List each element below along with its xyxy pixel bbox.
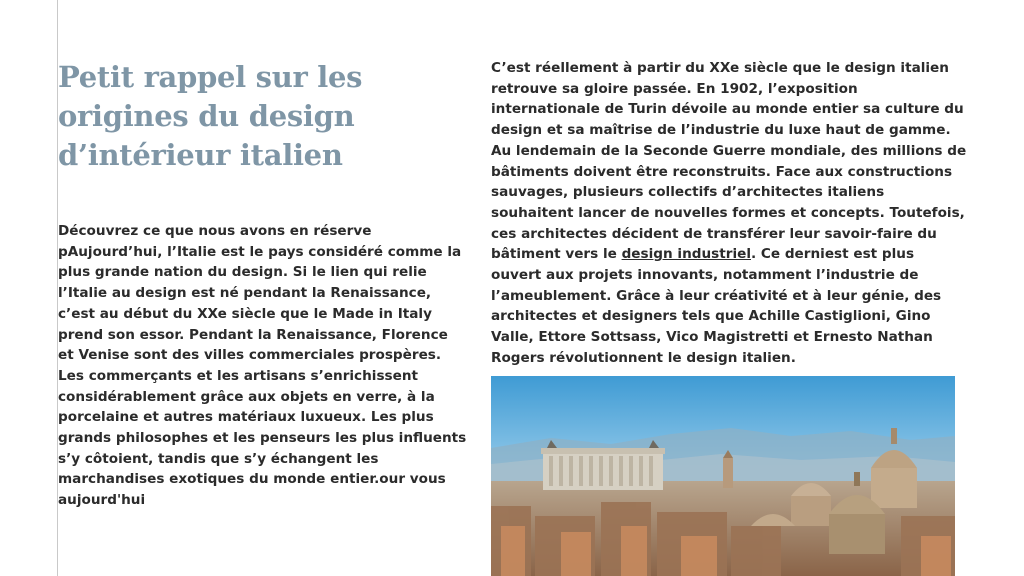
history-text-end: . Ce derniest est plus ouvert aux projets innovants, notamment l’industrie de l’ameublement. Grâce à leur créativité et à leur génie, des architectes et designers tels que Achille Castiglioni, Gino Valle, Ettore Sottsass, Vico Magistretti et Ernesto Nathan Rogers révolutionnent le design italien. xyxy=(491,246,942,366)
history-paragraph xyxy=(491,58,969,369)
intro-paragraph: Découvrez ce que nous avons en réserve pAujourd’hui, l’Italie est le pays considéré comme la plus grande nation du design. Si le lien qui relie l’Italie au design est né pendant la Renaissance, c’est au début du XXe siècle que le Made in Italy prend son essor. Pendant la Renaissance, Florence et Venise sont des villes commerciales prospères. Les commerçants et les artisans s’enrichissent considérablement grâce aux objets en verre, à la porcelaine et autres matériaux luxueux. Les plus grands philosophes et les penseurs les plus influents s’y côtoient, tandis que s’y échangent les marchandises exotiques du monde entier.our vous aujourd'hui xyxy=(58,223,467,509)
rome-skyline-photo xyxy=(491,376,955,576)
history-text-start: C’est réellement à partir du XXe siècle que le design italien retrouve sa gloire passée. En 1902, l’exposition internationale de Turin dévoile au monde entier sa culture du design et sa maîtrise de l’industrie du luxe haut de gamme. Au lendemain de la Seconde Guerre mondiale, des millions de bâtiments doivent être reconstruits. Face aux constructions sauvages, plusieurs collectifs d’architectes italiens souhaitent lancer de nouvelles formes et concepts. Toutefois, ces architectes décident de transférer leur savoir-faire du bâtiment vers le xyxy=(491,60,967,263)
rome-skyline-image xyxy=(491,376,955,576)
page-title: Petit rappel sur les origines du design d’intérieur italien xyxy=(58,60,363,172)
design-industriel-link[interactable]: design industriel xyxy=(621,246,751,263)
